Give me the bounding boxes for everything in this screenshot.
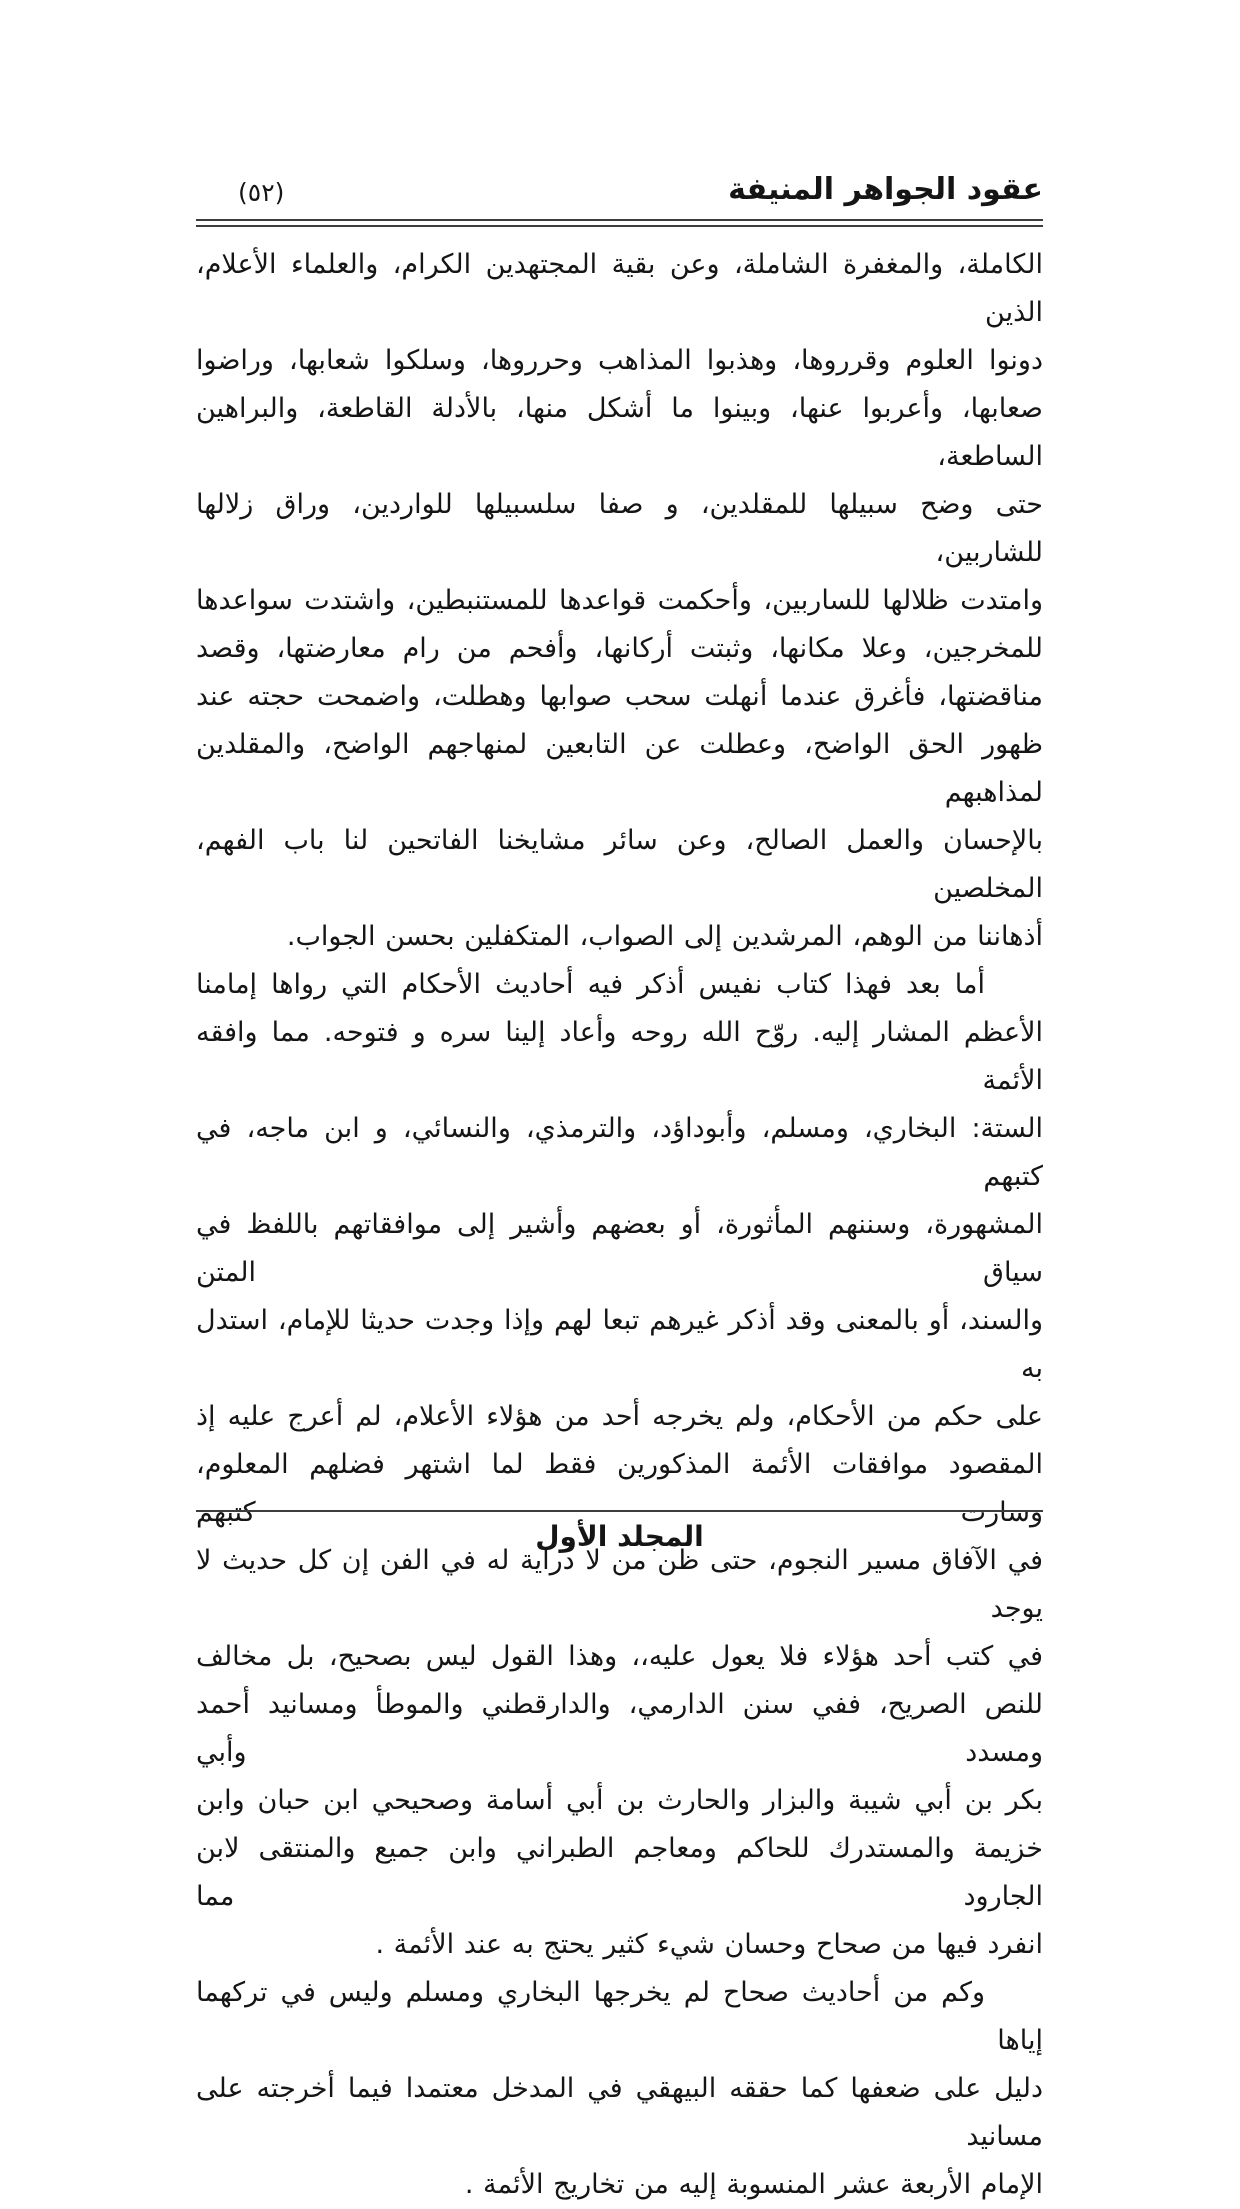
text-line: انفرد فيها من صحاح وحسان شيء كثير يحتج به عند الأئمة . [375,1929,1043,1960]
text-line: بكر بن أبي شيبة والبزار والحارث بن أبي أسامة وصحيحي ابن حبان وابن [196,1785,1043,1816]
volume-label: المجلد الأول [535,1520,704,1553]
text-line: في كتب أحد هؤلاء فلا يعول عليه،، وهذا القول ليس بصحيح، بل مخالف [196,1641,1043,1672]
text-line: دليل على ضعفها كما حققه البيهقي في المدخل معتمدا فيما أخرجته على مسانيد [196,2073,1043,2152]
text-line: ظهور الحق الواضح، وعطلت عن التابعين لمنهاجهم الواضح، والمقلدين لمذاهبهم [196,729,1043,808]
text-line: حتى وضح سبيلها للمقلدين، و صفا سلسبيلها للواردين، وراق زلالها للشاربين، [196,489,1043,568]
text-line: الكاملة، والمغفرة الشاملة، وعن بقية المجتهدين الكرام، والعلماء الأعلام، الذين [196,249,1043,328]
footer-divider [196,1510,1043,1512]
page-footer [196,1510,1043,1553]
text-line: المقصود موافقات الأئمة المذكورين فقط لما اشتهر فضلهم المعلوم، وسارت كتبهم [196,1449,1043,1528]
page-content [196,172,1043,2209]
text-line: الإمام الأربعة عشر المنسوبة إليه من تخاريج الأئمة . [464,2169,1043,2200]
text-line: في الآفاق مسير النجوم، حتى ظن من لا دراية له في الفن إن كل حديث لا يوجد [196,1545,1043,1624]
page-header [196,172,1043,219]
text-line: والسند، أو بالمعنى وقد أذكر غيرهم تبعا لهم وإذا وجدت حديثا للإمام، استدل به [196,1305,1043,1384]
header-divider [196,219,1043,227]
text-line: للنص الصريح، ففي سنن الدارمي، والدارقطني والموطأ ومسانيد أحمد ومسدد وأبي [196,1689,1043,1768]
text-line: وكم من أحاديث صحاح لم يخرجها البخاري ومسلم وليس في تركهما إياها [196,1977,1043,2056]
page-number: (٥٢) [238,178,285,207]
text-line: الستة: البخاري، ومسلم، وأبوداؤد، والترمذي، والنسائي، و ابن ماجه، في كتبهم [196,1113,1043,1192]
text-line: صعابها، وأعربوا عنها، وبينوا ما أشكل منها، بالأدلة القاطعة، والبراهين الساطعة، [196,393,1043,472]
text-line: للمخرجين، وعلا مكانها، وثبتت أركانها، وأفحم من رام معارضتها، وقصد [196,633,1043,664]
text-line: أذهاننا من الوهم، المرشدين إلى الصواب، المتكفلين بحسن الجواب. [286,921,1043,952]
page-title: عقود الجواهر المنيفة [728,172,1043,207]
text-line: وامتدت ظلالها للساربين، وأحكمت قواعدها للمستنبطين، واشتدت سواعدها [196,585,1043,616]
text-line: الأعظم المشار إليه. روّح الله روحه وأعاد إلينا سره و فتوحه. مما وافقه الأئمة [196,1017,1043,1096]
text-line: خزيمة والمستدرك للحاكم ومعاجم الطبراني وابن جميع والمنتقى لابن الجارود مما [196,1833,1043,1912]
text-line: بالإحسان والعمل الصالح، وعن سائر مشايخنا الفاتحين لنا باب الفهم، المخلصين [196,825,1043,904]
text-body [196,241,1043,2209]
text-line: المشهورة، وسننهم المأثورة، أو بعضهم وأشير إلى موافقاتهم باللفظ في سياق المتن [196,1209,1043,1288]
text-line: دونوا العلوم وقرروها، وهذبوا المذاهب وحرروها، وسلكوا شعابها، وراضوا [196,345,1043,376]
text-line: أما بعد فهذا كتاب نفيس أذكر فيه أحاديث الأحكام التي رواها إمامنا [196,969,985,1000]
text-line: مناقضتها، فأغرق عندما أنهلت سحب صوابها وهطلت، واضمحت حجته عند [196,681,1043,712]
text-line: على حكم من الأحكام، ولم يخرجه أحد من هؤلاء الأعلام، لم أعرج عليه إذ [196,1401,1043,1432]
